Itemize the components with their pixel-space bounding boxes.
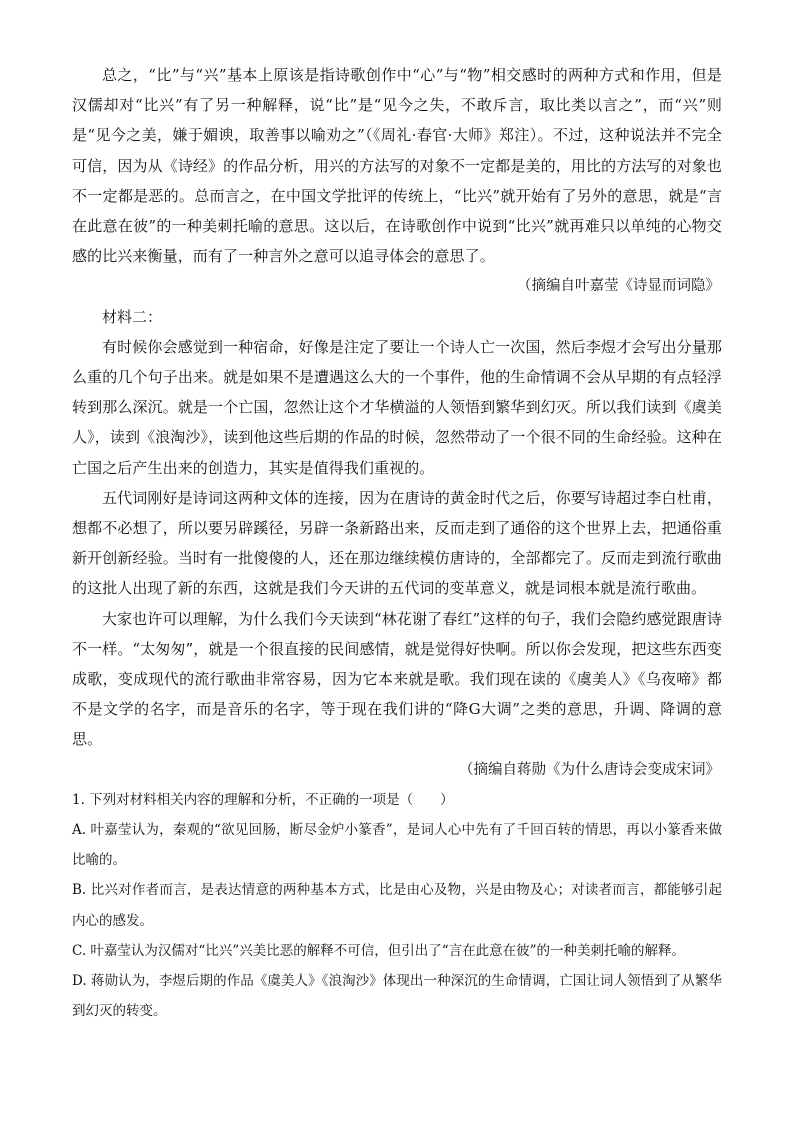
question-1-option-d: D. 蒋勋认为，李煜后期的作品《虞美人》《浪淘沙》体现出一种深沉的生命情调，亡国让词人领悟到了从繁华到幻灭的转变。 — [72, 973, 722, 1020]
question-1-option-a: A. 叶嘉莹认为，秦观的“欲见回肠，断尽金炉小篆香”，是词人心中先有了千回百转的情思，再以小篆香来做比喻的。 — [72, 822, 722, 869]
question-1-option-b: B. 比兴对作者而言，是表达情意的两种基本方式，比是由心及物，兴是由物及心；对读者而言，都能够引起内心的感发。 — [72, 882, 722, 929]
material2-paragraph-3: 大家也许可以理解，为什么我们今天读到“林花谢了春红”这样的句子，我们会隐约感觉跟唐诗不一样。“太匆匆”，就是一个很直接的民间感情，就是觉得好快啊。所以你会发现，把这些东西变成歌，变成现代的流行歌曲非常容易，因为它本来就是歌。我们现在读的《虞美人》《乌夜啼》都不是文学的名字，而是音乐的名字，等于现在我们讲的“降G大调”之类的意思，升调、降调的意思。 — [72, 609, 722, 749]
document-page — [72, 60, 722, 1027]
question-1-stem: 1. 下列对材料相关内容的理解和分析，不正确的一项是（ ） — [72, 791, 454, 808]
material2-paragraph-2: 五代词刚好是诗词这两种文体的连接，因为在唐诗的黄金时代之后，你要写诗超过李白杜甫，想都不必想了，所以要另辟蹊径，另辟一条新路出来，反而走到了通俗的这个世界上去，把通俗重新开创新经验。当时有一批傻傻的人，还在那边继续模仿唐诗的，全部都完了。反而走到流行歌曲的这批人出现了新的东西，这就是我们今天讲的五代词的变革意义，就是词根本就是流行歌曲。 — [72, 488, 722, 598]
material1-paragraph: 总之，“比”与“兴”基本上原该是指诗歌创作中“心”与“物”相交感时的两种方式和作用，但是汉儒却对“比兴”有了另一种解释，说“比”是“见今之失，不敢斥言，取比类以言之”，而“兴”则是“见今之美，嫌于媚谀，取善事以喻劝之”（《周礼·春官·大师》郑注）。不过，这种说法并不完全可信，因为从《诗经》的作品分析，用兴的方法写的对象不一定都是美的，用比的方法写的对象也不一定都是恶的。总而言之，在中国文学批评的传统上，“比兴”就开始有了另外的意思，就是“言在此意在彼”的一种美刺托喻的意思。这以后，在诗歌创作中说到“比兴”就再难只以单纯的心物交感的比兴来衡量，而有了一种言外之意可以追寻体会的意思了。 — [72, 66, 722, 266]
material1-source: （摘编自叶嘉莹《诗显而词隐》 — [517, 278, 720, 295]
material2-source: （摘编自蒋勋《为什么唐诗会变成宋词》 — [459, 761, 720, 778]
question-1-option-c: C. 叶嘉莹认为汉儒对“比兴”兴美比恶的解释不可信，但引出了“言在此意在彼”的一种美刺托喻的解释。 — [72, 942, 686, 959]
material2-label: 材料二： — [102, 307, 163, 326]
material2-paragraph-1: 有时候你会感觉到一种宿命，好像是注定了要让一个诗人亡一次国，然后李煜才会写出分量那么重的几个句子出来。就是如果不是遭遇这么大的一个事件，他的生命情调不会从早期的有点轻浮转到那么深沉。就是一个亡国，忽然让这个才华横溢的人领悟到繁华到幻灭。所以我们读到《虞美人》，读到《浪淘沙》，读到他这些后期的作品的时候，忽然带动了一个很不同的生命经验。这种在亡国之后产生出来的创造力，其实是值得我们重视的。 — [72, 337, 722, 477]
